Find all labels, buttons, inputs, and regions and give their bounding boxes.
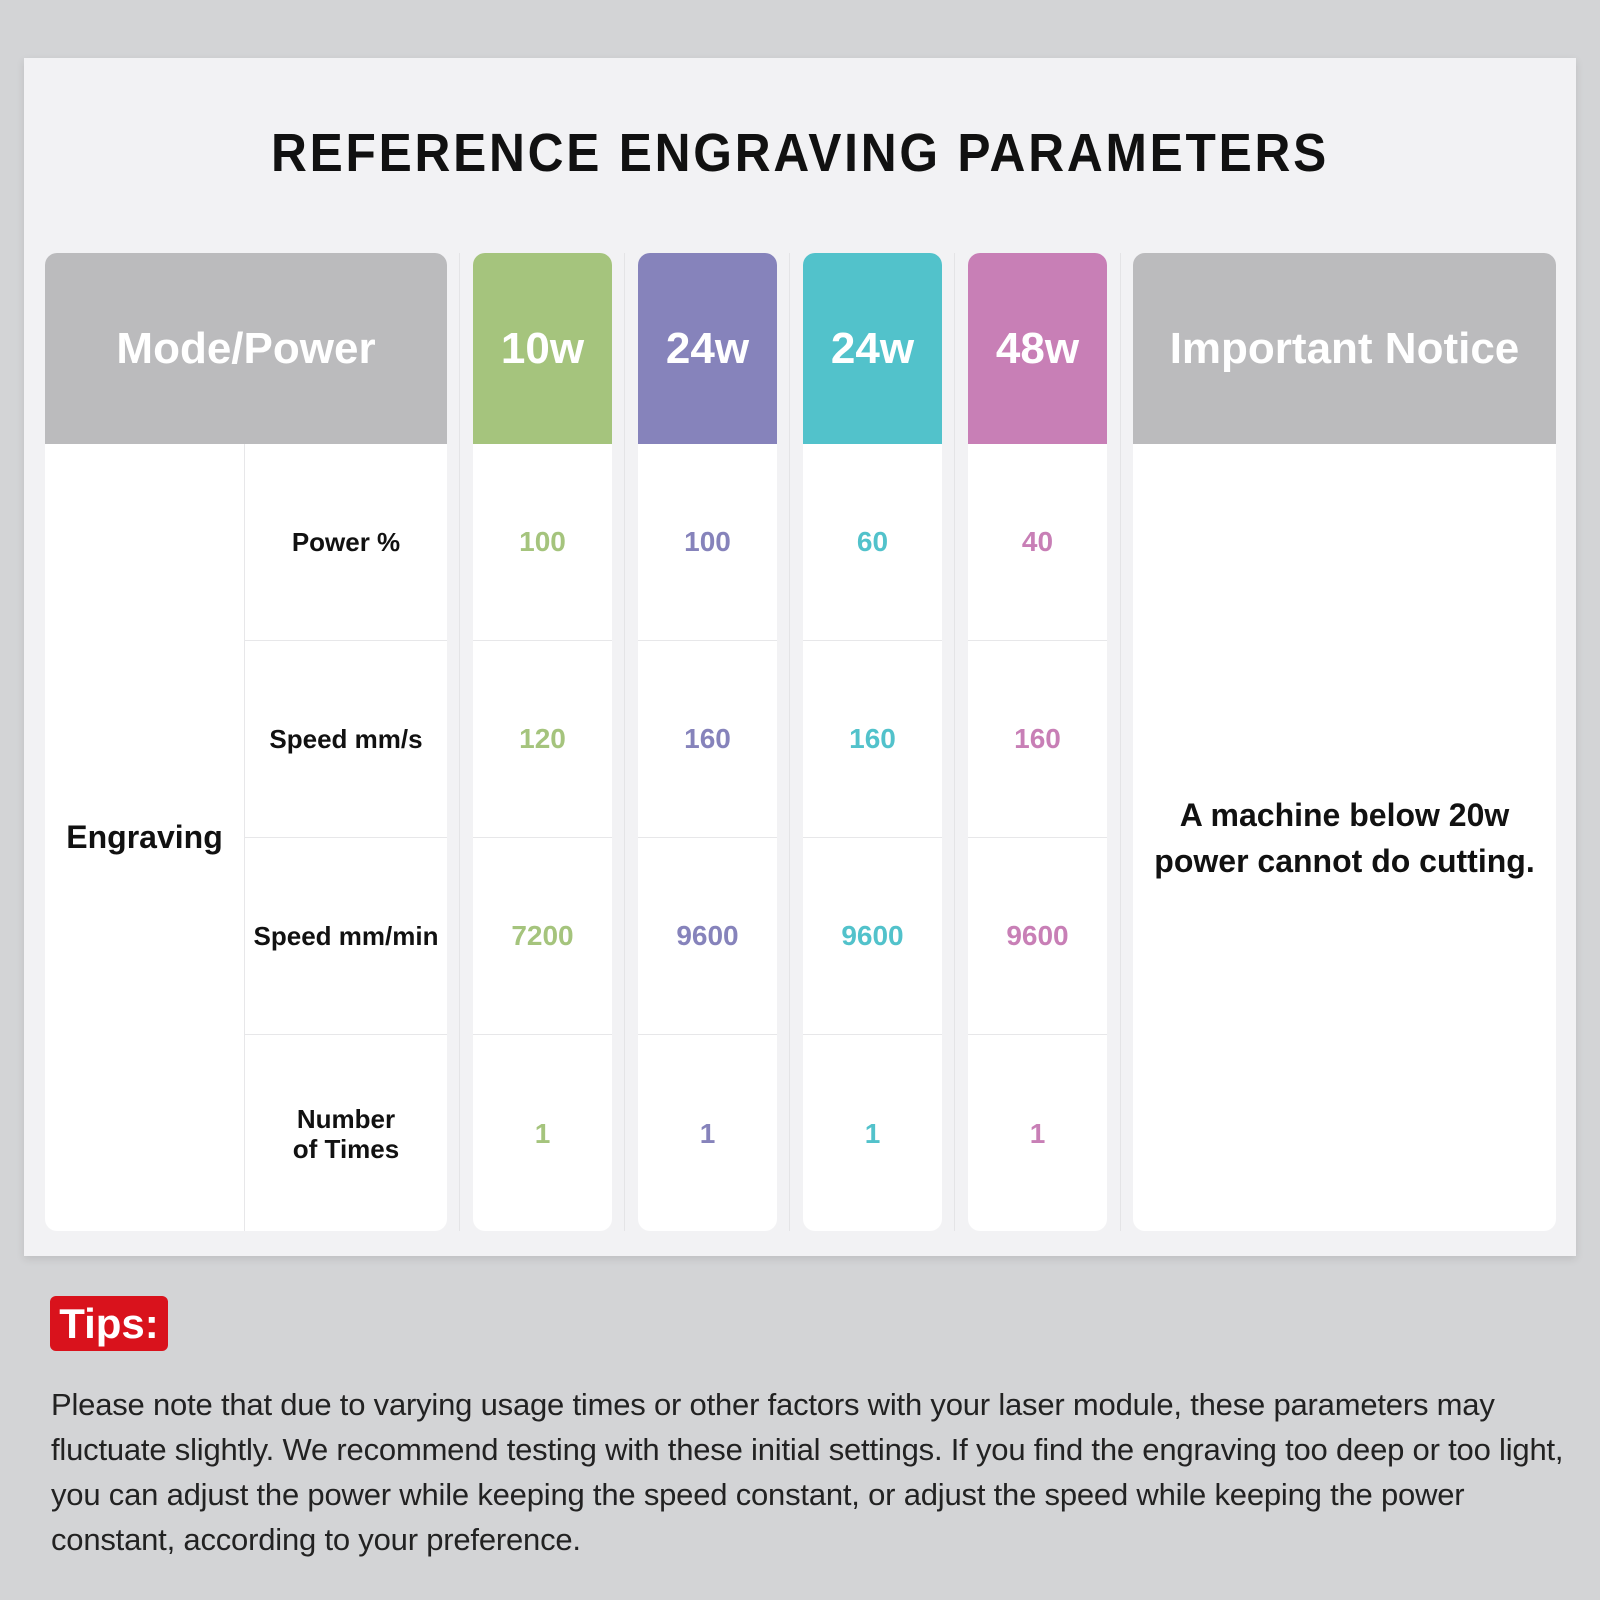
column-divider (1120, 253, 1121, 1231)
row-label-power: Power % (245, 444, 447, 641)
important-notice-header: Important Notice (1133, 253, 1556, 444)
power-column-48w (968, 253, 1107, 1231)
value-speed-mmmin: 9600 (638, 838, 777, 1035)
value-number-of-times: 1 (864, 1117, 881, 1149)
column-divider (624, 253, 625, 1231)
mode-power-header: Mode/Power (45, 253, 447, 444)
mode-engraving-label: Engraving (45, 444, 245, 1231)
row-labels (245, 444, 447, 1231)
tips-text: Please note that due to varying usage times or other factors with your laser module, these parameters may fluctuate slightly. We recommend testing with these initial settings. If you find the engraving too deep or too light, you can adjust the power while keeping the speed constant, or adjust the speed while keeping the power constant, according to your preference. (51, 1387, 1564, 1557)
column-divider (954, 253, 955, 1231)
value-number-of-times: 1 (534, 1117, 551, 1149)
power-column-24w-cyan (803, 253, 942, 1231)
power-header-48w: 48w (968, 253, 1107, 444)
value-speed-mms: 160 (638, 641, 777, 838)
power-column-24w-purple (638, 253, 777, 1231)
column-divider (459, 253, 460, 1231)
row-label-number-of-times: Number of Times (292, 1103, 400, 1164)
value-number-of-times: 1 (1029, 1117, 1046, 1149)
value-speed-mms: 160 (968, 641, 1107, 838)
value-power: 100 (638, 444, 777, 641)
power-header-24w-cyan: 24w (803, 253, 942, 444)
value-power: 40 (968, 444, 1107, 641)
value-speed-mmmin: 9600 (803, 838, 942, 1035)
column-divider (789, 253, 790, 1231)
power-header-24w-purple: 24w (638, 253, 777, 444)
power-header-10w: 10w (473, 253, 612, 444)
tips-badge: Tips: (50, 1296, 168, 1351)
important-notice-text: A machine below 20w power cannot do cutting. (1154, 796, 1535, 879)
page-title: REFERENCE ENGRAVING PARAMETERS (270, 123, 1330, 183)
value-speed-mmmin: 9600 (968, 838, 1107, 1035)
value-power: 100 (473, 444, 612, 641)
value-speed-mmmin: 7200 (473, 838, 612, 1035)
row-label-speed-mms: Speed mm/s (245, 641, 447, 838)
mode-power-column (45, 253, 447, 1231)
mode-body (45, 444, 447, 1231)
value-power: 60 (803, 444, 942, 641)
row-label-speed-mmmin: Speed mm/min (245, 838, 447, 1035)
value-speed-mms: 160 (803, 641, 942, 838)
value-speed-mms: 120 (473, 641, 612, 838)
power-column-10w (473, 253, 612, 1231)
important-notice-column (1133, 253, 1556, 1231)
value-number-of-times: 1 (699, 1117, 716, 1149)
